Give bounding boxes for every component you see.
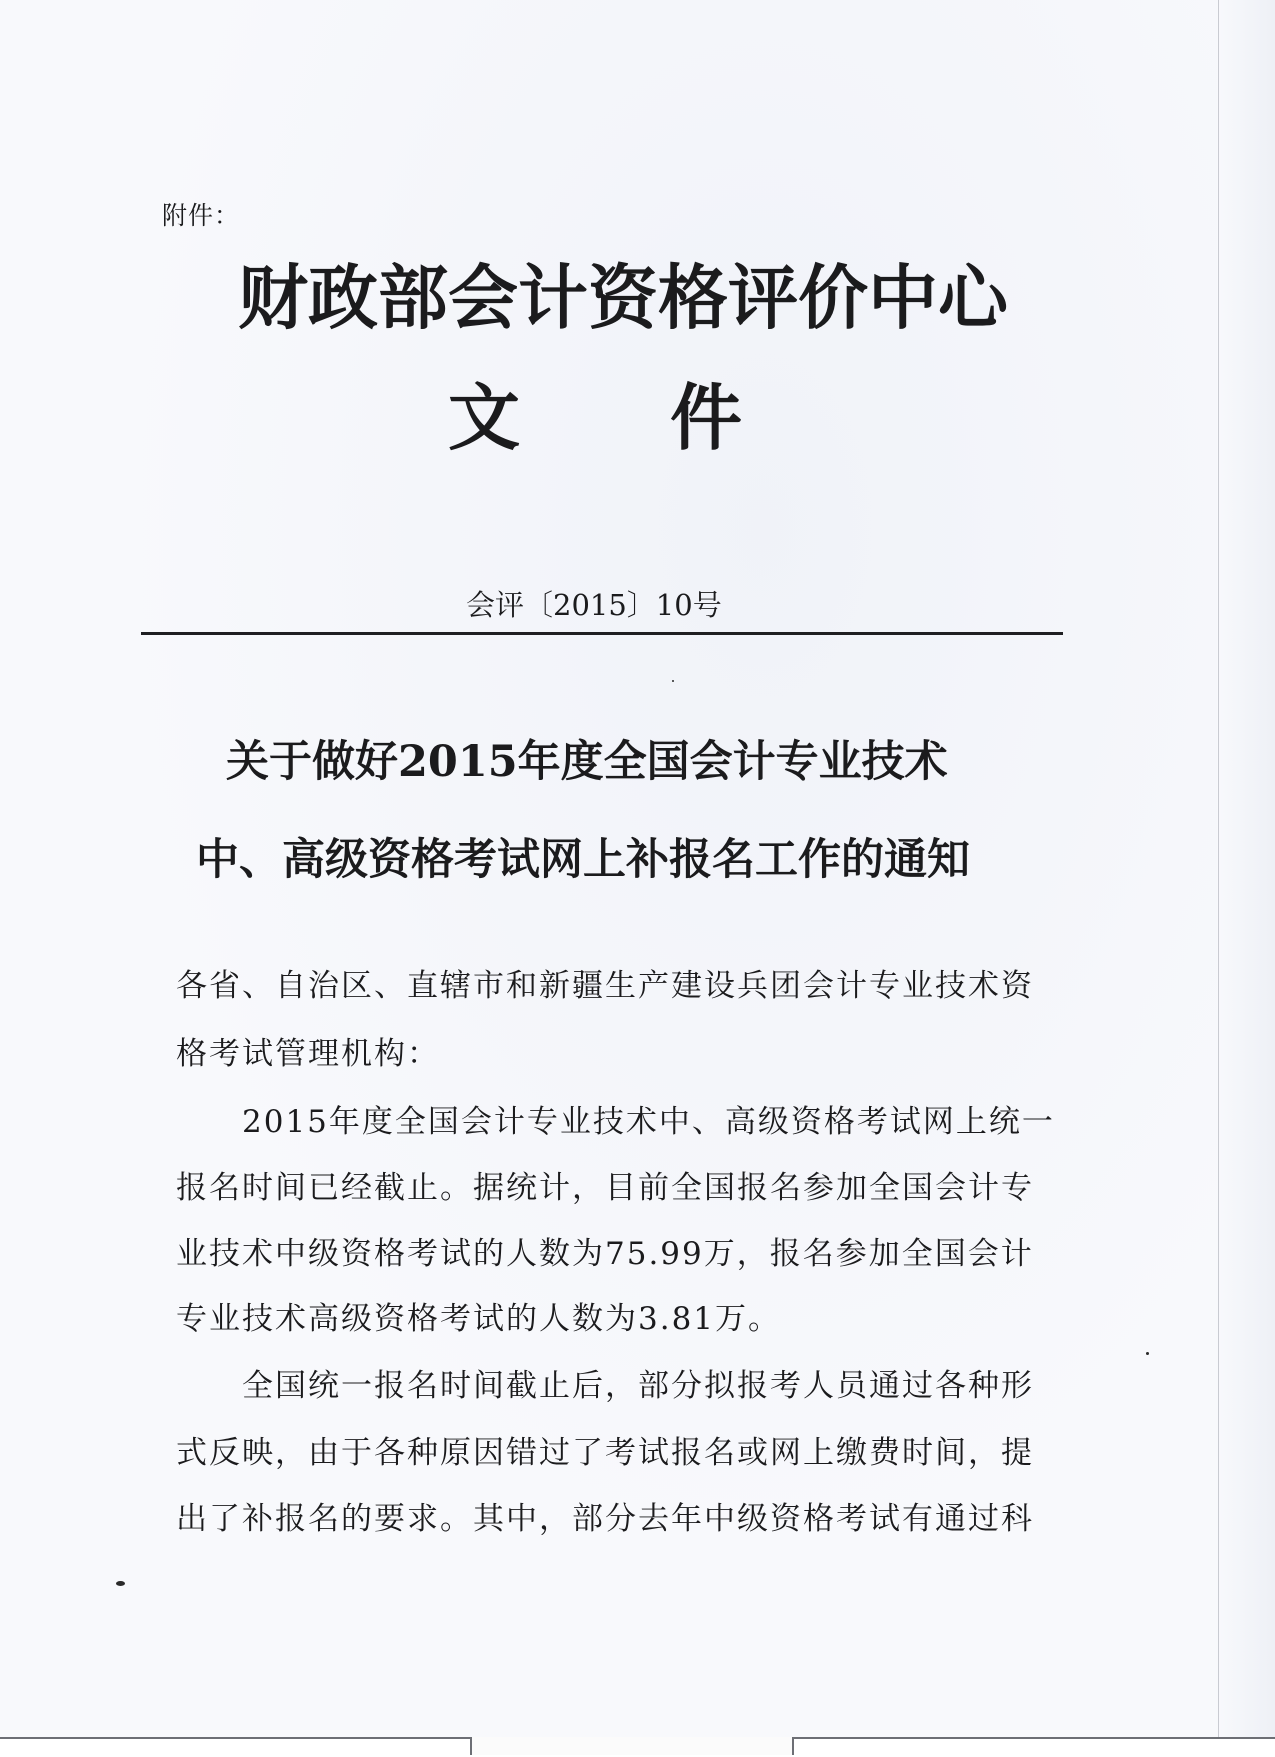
scan-speck [672, 680, 674, 682]
page-edge-line [1218, 0, 1219, 1755]
body-line-5: 业技术中级资格考试的人数为75.99万，报名参加全国会计 [176, 1236, 1034, 1272]
scan-speck [1146, 1352, 1149, 1355]
body-line-6: 专业技术高级资格考试的人数为3.81万。 [176, 1301, 782, 1337]
body-line-2: 格考试管理机构： [176, 1036, 440, 1072]
body-line-4: 报名时间已经截止。据统计，目前全国报名参加全国会计专 [176, 1170, 1034, 1206]
body-line-9: 出了补报名的要求。其中，部分去年中级资格考试有通过科 [176, 1501, 1034, 1537]
body-line-1: 各省、自治区、直辖市和新疆生产建设兵团会计专业技术资 [176, 968, 1034, 1004]
body-line-7: 全国统一报名时间截止后，部分拟报考人员通过各种形 [176, 1368, 1034, 1404]
page-edge-shadow [1217, 0, 1275, 1755]
notice-title-line-2: 中、高级资格考试网上补报名工作的通知 [196, 835, 970, 885]
attachment-label: 附件： [162, 201, 241, 230]
body-line-3: 2015年度全国会计专业技术中、高级资格考试网上统一 [176, 1104, 1055, 1140]
document-heading: 文件 [448, 375, 893, 460]
scan-speck [116, 1581, 125, 1586]
issuer-name: 财政部会计资格评价中心 [238, 256, 1008, 339]
body-line-8: 式反映，由于各种原因错过了考试报名或网上缴费时间，提 [176, 1435, 1034, 1471]
document-number: 会评〔2015〕10号 [466, 588, 722, 622]
bottom-scan-tab [470, 1737, 794, 1755]
header-divider [141, 632, 1063, 635]
notice-title-line-1: 关于做好2015年度全国会计专业技术 [226, 737, 948, 787]
